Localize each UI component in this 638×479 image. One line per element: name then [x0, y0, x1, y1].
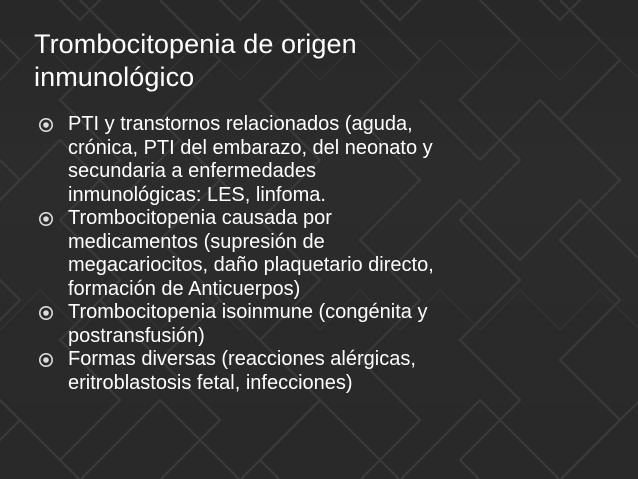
bullet-item — [36, 348, 616, 395]
bullet-text-line: Trombocitopenia isoinmune (congénita y — [68, 301, 428, 323]
bullet-text-line: inmunológicas: LES, linfoma. — [68, 183, 326, 206]
bullet-text-line: Trombocitopenia causada por — [68, 207, 332, 229]
bullet-item — [36, 301, 616, 348]
bullet-item — [36, 207, 616, 301]
bullet-item — [36, 113, 616, 207]
bullet-text-line: eritroblastosis fetal, infecciones) — [68, 371, 353, 394]
bullet-text-line: postransfusión) — [68, 324, 205, 347]
bullet-text-line: megacariocitos, daño plaquetario directo, — [68, 254, 434, 276]
circled-bullet-icon — [38, 211, 54, 227]
slide-title — [34, 28, 614, 94]
circled-bullet-icon — [38, 352, 54, 368]
bullet-text-line: medicamentos (supresión de — [68, 230, 325, 253]
circled-bullet-icon — [38, 117, 54, 133]
bullet-text-line: secundaria a enfermedades — [68, 160, 316, 182]
title-line: Trombocitopenia de origen — [34, 29, 357, 59]
bullet-list — [36, 113, 616, 395]
title-line: inmunológico — [34, 62, 195, 92]
bullet-text-line: Formas diversas (reacciones alérgicas, — [68, 348, 416, 370]
bullet-text-line: PTI y transtornos relacionados (aguda, — [68, 113, 413, 135]
bullet-text-line: crónica, PTI del embarazo, del neonato y — [68, 136, 433, 159]
bullet-text-line: formación de Anticuerpos) — [68, 277, 301, 300]
circled-bullet-icon — [38, 305, 54, 321]
